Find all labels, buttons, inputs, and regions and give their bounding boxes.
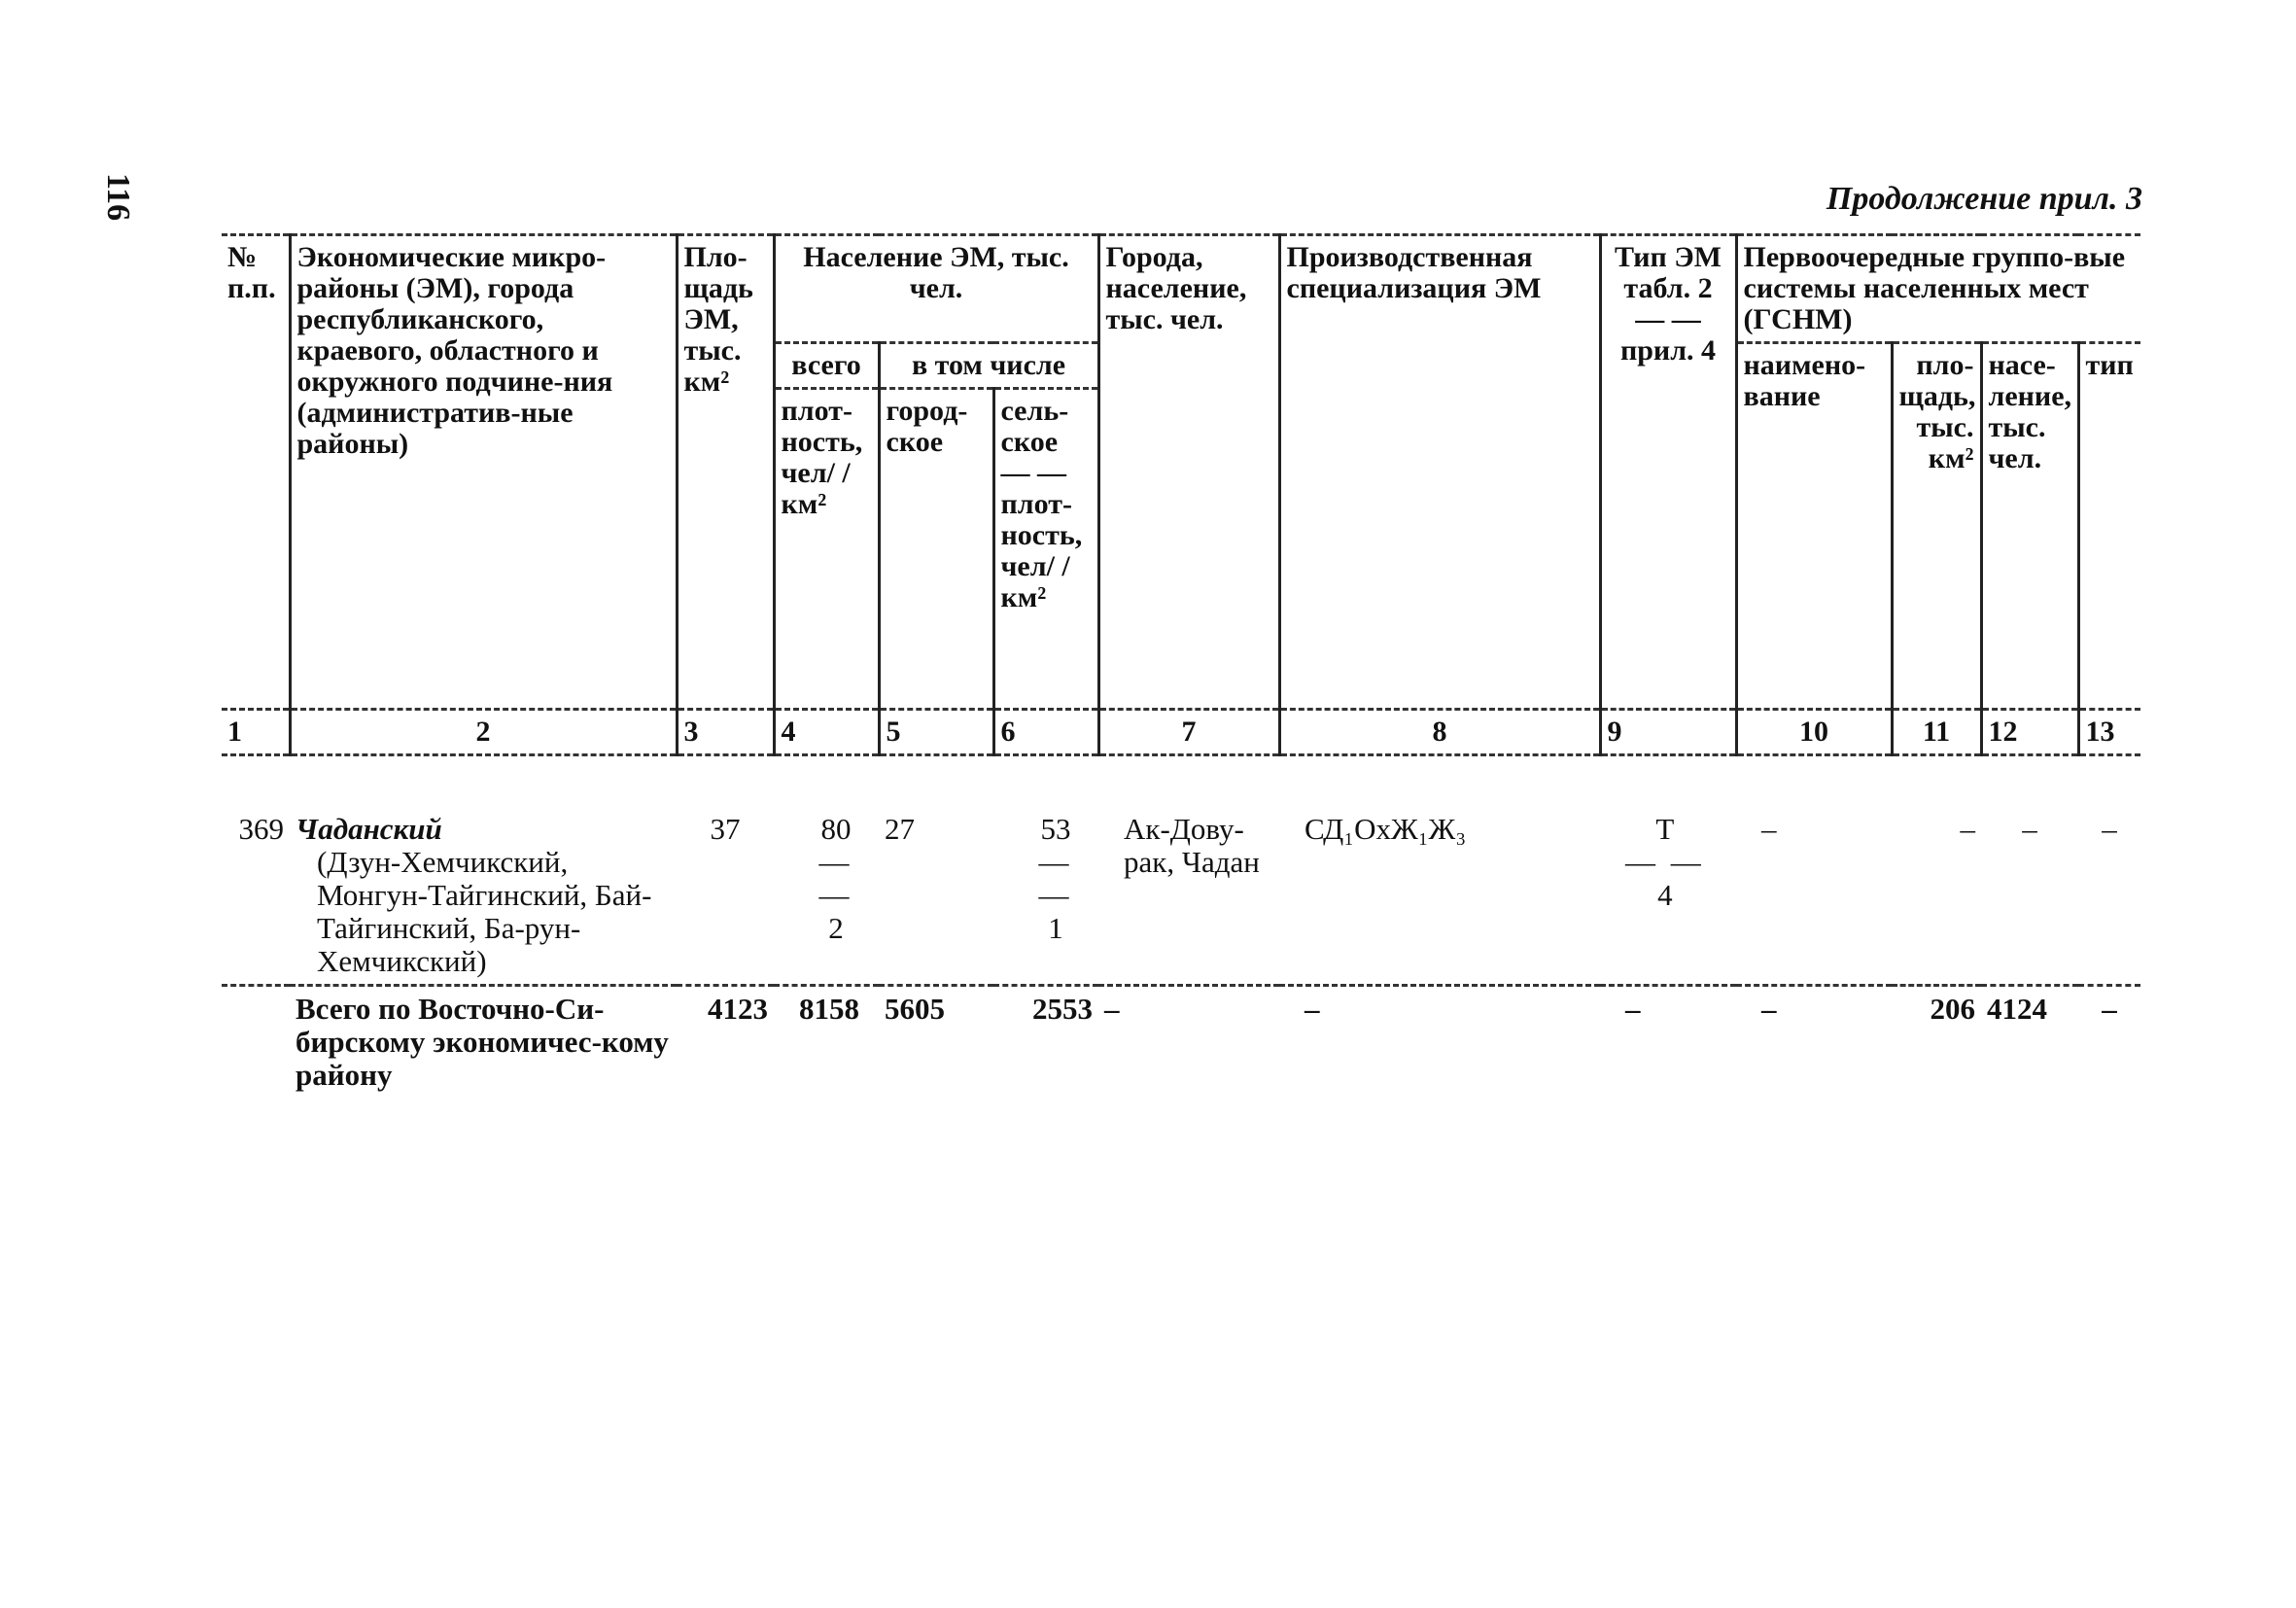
em-type-top: Т xyxy=(1655,812,1675,846)
header-rural-label: сель-ское xyxy=(1000,395,1069,458)
total-gsnm-area: 206 xyxy=(1892,986,1981,1099)
total-cities: – xyxy=(1098,986,1279,1099)
row-region xyxy=(290,807,677,986)
col-num: 5 xyxy=(879,710,993,755)
header-gsnm: Первоочередные группо-вые системы населенных мест (ГСНМ) xyxy=(1736,235,2140,343)
total-area: 4123 xyxy=(677,986,774,1099)
col-num: 13 xyxy=(2078,710,2140,755)
total-urban: 5605 xyxy=(879,986,993,1099)
header-density: плот-ность, чел/ /км² xyxy=(774,389,879,710)
row-specialization: СД₁ОхЖ₁Ж₃ xyxy=(1305,812,1467,846)
header-row-1 xyxy=(222,235,2140,343)
row-em-type xyxy=(1600,807,1736,986)
col-num: 4 xyxy=(774,710,879,755)
row-rural xyxy=(993,807,1098,986)
pop-total-value: 80 xyxy=(820,812,852,846)
header-gsnm-type: тип xyxy=(2085,349,2134,381)
row-gsnm-population: – xyxy=(2022,812,2037,846)
total-gsnm-population: 4124 xyxy=(1981,986,2078,1099)
col-num: 8 xyxy=(1279,710,1600,755)
total-specialization: – xyxy=(1279,986,1600,1099)
region-districts: (Дзун-Хемчикский, Монгун-Тайгинский, Бай-Тайгинский, Ба-рун-Хемчикский) xyxy=(317,845,652,978)
header-em-type-bottom: прил. 4 xyxy=(1619,334,1717,367)
fraction-bar: — — xyxy=(1625,845,1705,879)
total-pop: 8158 xyxy=(774,986,879,1099)
col-num: 9 xyxy=(1600,710,1736,755)
table-row xyxy=(222,807,2140,986)
row-gsnm-area: – xyxy=(1960,812,1975,846)
col-num: 11 xyxy=(1892,710,1981,755)
col-num: 10 xyxy=(1736,710,1892,755)
header-gsnm-name: наимено-вание xyxy=(1736,343,1892,710)
density-value: 2 xyxy=(828,911,844,945)
total-empty xyxy=(222,986,290,1099)
row-cities: Ак-Дову-рак, Чадан xyxy=(1124,812,1260,879)
header-urban: город-ское xyxy=(879,389,993,710)
row-gsnm-name: – xyxy=(1761,812,1777,846)
fraction-bar: — — xyxy=(1000,457,1066,489)
row-area: 37 xyxy=(710,812,741,846)
header-pop-total: всего xyxy=(774,343,879,389)
row-number: 369 xyxy=(238,812,284,846)
header-rural xyxy=(993,389,1098,710)
total-rural: 2553 xyxy=(993,986,1098,1099)
header-population: Население ЭМ, тыс. чел. xyxy=(774,235,1098,343)
spacer xyxy=(222,755,2140,808)
em-type-bottom: 4 xyxy=(1657,878,1673,912)
total-row xyxy=(222,986,2140,1099)
total-em-type: – xyxy=(1600,986,1736,1099)
col-num: 1 xyxy=(222,710,290,755)
col-num: 3 xyxy=(677,710,774,755)
col-num: 12 xyxy=(1981,710,2078,755)
total-gsnm-type: – xyxy=(2078,986,2140,1099)
header-rural-density: плот-ность, чел/ /км² xyxy=(1000,488,1083,613)
header-em-type-top: Тип ЭМ табл. 2 xyxy=(1615,241,1722,304)
header-num: № п.п. xyxy=(222,235,290,710)
row-urban: 27 xyxy=(885,812,915,846)
row-gsnm-type: – xyxy=(2102,812,2117,846)
header-cities: Города, население, тыс. чел. xyxy=(1098,235,1279,710)
header-including: в том числе xyxy=(879,343,1098,389)
fraction-bar: — — xyxy=(1038,845,1073,912)
column-numbers-row xyxy=(222,710,2140,755)
region-name: Чаданский xyxy=(296,812,442,846)
header-gsnm-population: насе-ление, тыс. чел. xyxy=(1981,343,2078,710)
col-num: 2 xyxy=(290,710,677,755)
rural-value: 53 xyxy=(1040,812,1071,846)
col-num: 6 xyxy=(993,710,1098,755)
fraction-bar: — — xyxy=(1635,303,1701,335)
continuation-label: Продолжение прил. 3 xyxy=(1826,181,2142,217)
header-districts: Экономические микро-районы (ЭМ), города республиканского, краевого, областного и окружного подчине-ния (административ-ные районы) xyxy=(290,235,677,710)
header-em-type xyxy=(1600,235,1736,710)
rural-density-value: 1 xyxy=(1048,911,1063,945)
page-number: 116 xyxy=(100,173,136,222)
header-area: Пло-щадь ЭМ, тыс. км² xyxy=(677,235,774,710)
total-gsnm-name: – xyxy=(1736,986,1892,1099)
appendix-table xyxy=(222,233,2140,1098)
total-label: Всего по Восточно-Си-бирскому экономичес-кому району xyxy=(290,986,677,1099)
row-pop-total xyxy=(774,807,879,986)
header-gsnm-area: пло-щадь, тыс. км² xyxy=(1892,343,1981,710)
header-specialization: Производственная специализация ЭМ xyxy=(1279,235,1600,710)
fraction-bar: — — xyxy=(818,845,853,912)
col-num: 7 xyxy=(1098,710,1279,755)
